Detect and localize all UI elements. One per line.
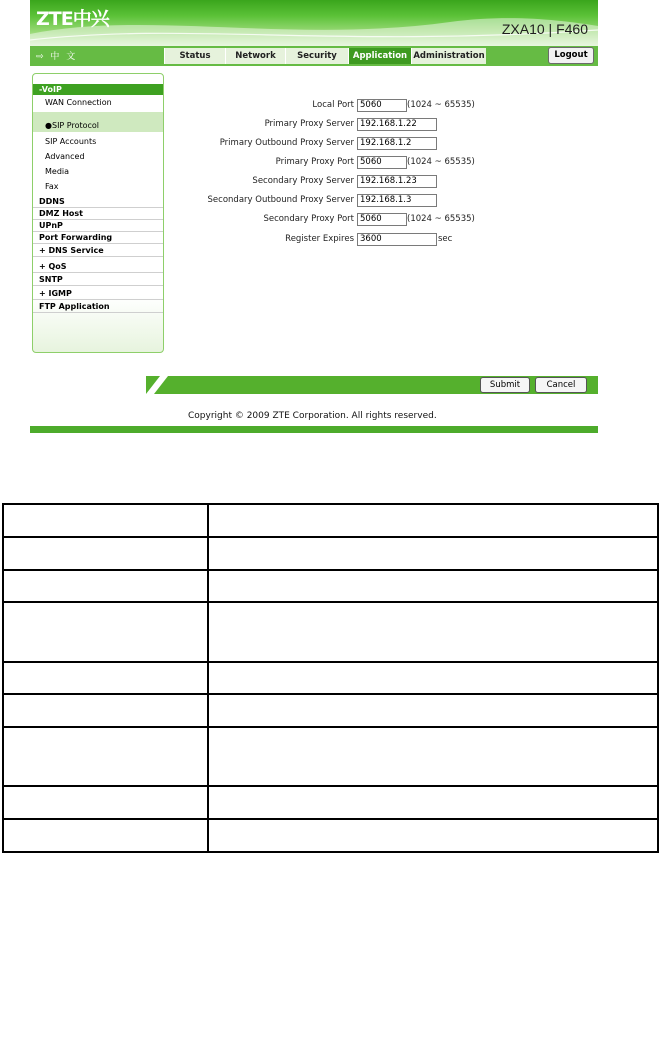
sidebar-item-sip-protocol[interactable] — [33, 112, 164, 132]
sidebar-item-fax[interactable]: Fax — [45, 182, 59, 191]
logout-button[interactable]: Logout — [548, 47, 594, 64]
form-row-secondary-outbound-proxy-server — [170, 194, 590, 207]
sidebar-item-advanced[interactable]: Advanced — [45, 152, 85, 161]
field-label: Primary Proxy Port — [275, 157, 354, 167]
range-hint: (1024 ~ 65535) — [407, 157, 475, 167]
table-cell — [3, 727, 208, 786]
secondary-proxy-server-input[interactable]: 192.168.1.23 — [357, 175, 437, 188]
sidebar-item-upnp[interactable]: UPnP — [33, 220, 164, 232]
tab-administration[interactable]: Administration — [411, 48, 486, 64]
table-cell — [3, 662, 208, 695]
form-row-local-port — [170, 99, 590, 112]
sidebar-item-label: DNS Service — [48, 246, 104, 255]
field-label: Register Expires — [285, 234, 354, 244]
table-cell — [208, 819, 658, 852]
local-port-input[interactable]: 5060 — [357, 99, 407, 112]
sidebar-item-label: SIP Protocol — [51, 121, 100, 130]
field-label: Primary Outbound Proxy Server — [219, 138, 354, 148]
table-cell — [3, 602, 208, 661]
submit-button[interactable]: Submit — [480, 377, 530, 393]
table-cell — [208, 570, 658, 603]
primary-proxy-server-input[interactable]: 192.168.1.22 — [357, 118, 437, 131]
tab-network[interactable]: Network — [225, 48, 285, 64]
table-cell — [3, 786, 208, 819]
footer-bar — [30, 426, 598, 433]
tab-application[interactable]: Application — [348, 48, 411, 64]
secondary-outbound-proxy-server-input[interactable]: 192.168.1.3 — [357, 194, 437, 207]
primary-proxy-port-input[interactable]: 5060 — [357, 156, 407, 169]
sidebar-item-ftp-application[interactable]: FTP Application — [33, 301, 164, 313]
table-cell — [3, 694, 208, 727]
field-label: Primary Proxy Server — [264, 119, 354, 129]
tab-status[interactable]: Status — [164, 48, 225, 64]
form-row-primary-proxy-server — [170, 118, 590, 131]
tab-security[interactable]: Security — [285, 48, 348, 64]
primary-outbound-proxy-server-input[interactable]: 192.168.1.2 — [357, 137, 437, 150]
field-label: Secondary Proxy Server — [252, 176, 354, 186]
sidebar-item-ddns[interactable]: DDNS — [33, 196, 164, 208]
form-row-secondary-proxy-port — [170, 213, 590, 226]
sidebar-item-qos[interactable] — [33, 261, 164, 273]
sidebar-item-sip-accounts[interactable]: SIP Accounts — [45, 137, 97, 146]
sidebar-item-dns-service[interactable] — [33, 245, 164, 257]
table-cell — [3, 819, 208, 852]
plus-icon: + — [39, 289, 46, 298]
table-cell — [208, 786, 658, 819]
parameter-table — [2, 503, 659, 853]
table-cell — [3, 570, 208, 603]
sidebar-item-port-forwarding[interactable]: Port Forwarding — [33, 232, 164, 244]
bullet-icon: ● — [45, 121, 52, 130]
table-cell — [208, 727, 658, 786]
plus-icon: + — [39, 262, 46, 271]
range-hint: (1024 ~ 65535) — [407, 100, 475, 110]
copyright-text: Copyright © 2009 ZTE Corporation. All rights reserved. — [188, 411, 437, 421]
header-banner — [30, 0, 598, 46]
range-hint: (1024 ~ 65535) — [407, 214, 475, 224]
button-bar — [146, 376, 598, 394]
table-cell — [208, 504, 658, 537]
sidebar-item-media[interactable]: Media — [45, 167, 70, 176]
device-model: ZXA10 | F460 — [501, 21, 588, 37]
sidebar-item-igmp[interactable] — [33, 288, 164, 300]
sidebar-item-wan-connection[interactable]: WAN Connection — [45, 98, 112, 107]
plus-icon: + — [39, 246, 46, 255]
form-row-secondary-proxy-server — [170, 175, 590, 188]
table-cell — [3, 504, 208, 537]
form-row-primary-proxy-port — [170, 156, 590, 169]
cancel-button[interactable]: Cancel — [535, 377, 587, 393]
register-expires-input[interactable]: 3600 — [357, 233, 437, 246]
table-cell — [208, 602, 658, 661]
zte-logo: ZTE中兴 — [36, 8, 109, 30]
table-cell — [3, 537, 208, 570]
sidebar-item-sntp[interactable]: SNTP — [33, 274, 164, 286]
sidebar-item-label: QoS — [48, 262, 67, 271]
sidebar-item-dmz-host[interactable]: DMZ Host — [33, 208, 164, 220]
bar-slash-decoration — [146, 376, 206, 394]
table-cell — [208, 537, 658, 570]
router-ui-screenshot — [30, 0, 598, 433]
field-label: Secondary Proxy Port — [263, 214, 354, 224]
unit-label: sec — [438, 234, 453, 244]
nav-bar — [30, 46, 598, 66]
table-cell — [208, 662, 658, 695]
field-label: Secondary Outbound Proxy Server — [207, 195, 354, 205]
language-switch-link[interactable]: ⇨ 中 文 — [36, 52, 78, 62]
table-cell — [208, 694, 658, 727]
form-row-primary-outbound-proxy-server — [170, 137, 590, 150]
sidebar-menu — [32, 73, 164, 353]
sidebar-item-voip[interactable]: -VoIP — [33, 84, 164, 95]
field-label: Local Port — [312, 100, 354, 110]
secondary-proxy-port-input[interactable]: 5060 — [357, 213, 407, 226]
sidebar-item-label: IGMP — [48, 289, 72, 298]
form-row-register-expires — [170, 233, 590, 246]
